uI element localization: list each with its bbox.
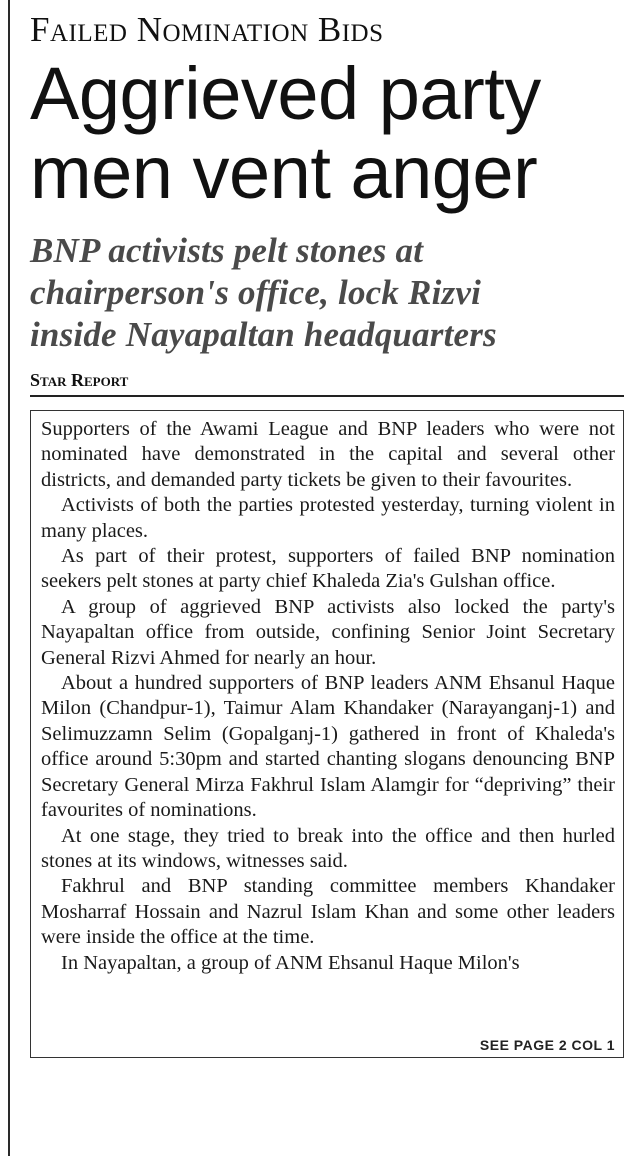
byline-row <box>30 370 624 397</box>
subheadline-line-3: inside Nayapaltan headquarters <box>30 315 497 354</box>
paragraph: A group of aggrieved BNP activists also locked the party's Nayapaltan office from outside, confining Senior Joint Secretary General Rizvi Ahmed for nearly an hour. <box>41 595 615 669</box>
column-rule <box>8 0 10 1156</box>
headline <box>30 54 624 212</box>
paragraph: As part of their protest, supporters of failed BNP nomination seekers pelt stones at party chief Khaleda Zia's Gulshan office. <box>41 545 615 593</box>
continuation-note: SEE PAGE 2 COL 1 <box>479 1037 615 1053</box>
paragraph: In Nayapaltan, a group of ANM Ehsanul Haque Milon's <box>61 951 520 974</box>
byline: Star Report <box>30 370 129 390</box>
paragraph: Activists of both the parties protested yesterday, turning violent in many places. <box>41 494 615 542</box>
headline-line-1: Aggrieved party <box>30 52 541 135</box>
subheadline <box>30 230 624 356</box>
paragraph: Fakhrul and BNP standing committee members Khandaker Mosharraf Hossain and Nazrul Islam Khan and some other leaders were inside the office at the time. <box>41 875 615 949</box>
news-article <box>30 10 624 1058</box>
kicker: Failed Nomination Bids <box>30 10 384 49</box>
headline-line-2: men vent anger <box>30 131 538 214</box>
paragraph: At one stage, they tried to break into the office and then hurled stones at its windows, witnesses said. <box>41 824 615 872</box>
subheadline-line-2: chairperson's office, lock Rizvi <box>30 273 482 312</box>
paragraph: About a hundred supporters of BNP leaders ANM Ehsanul Haque Milon (Chandpur-1), Taimur Alam Khandaker (Narayanganj-1) and Selimuzzamn Selim (Gopalganj-1) gathered in front of Khaleda's office around 5:30pm and started chanting slogans denouncing BNP Secretary General Mirza Fakhrul Islam Alamgir for “depriving” their favourites of nominations. <box>41 672 615 822</box>
article-body <box>30 410 624 1058</box>
subheadline-line-1: BNP activists pelt stones at <box>30 231 424 270</box>
paragraph: Supporters of the Awami League and BNP leaders who were not nominated have demonstrated in the capital and several other districts, and demanded party tickets be given to their favourites. <box>41 418 615 491</box>
